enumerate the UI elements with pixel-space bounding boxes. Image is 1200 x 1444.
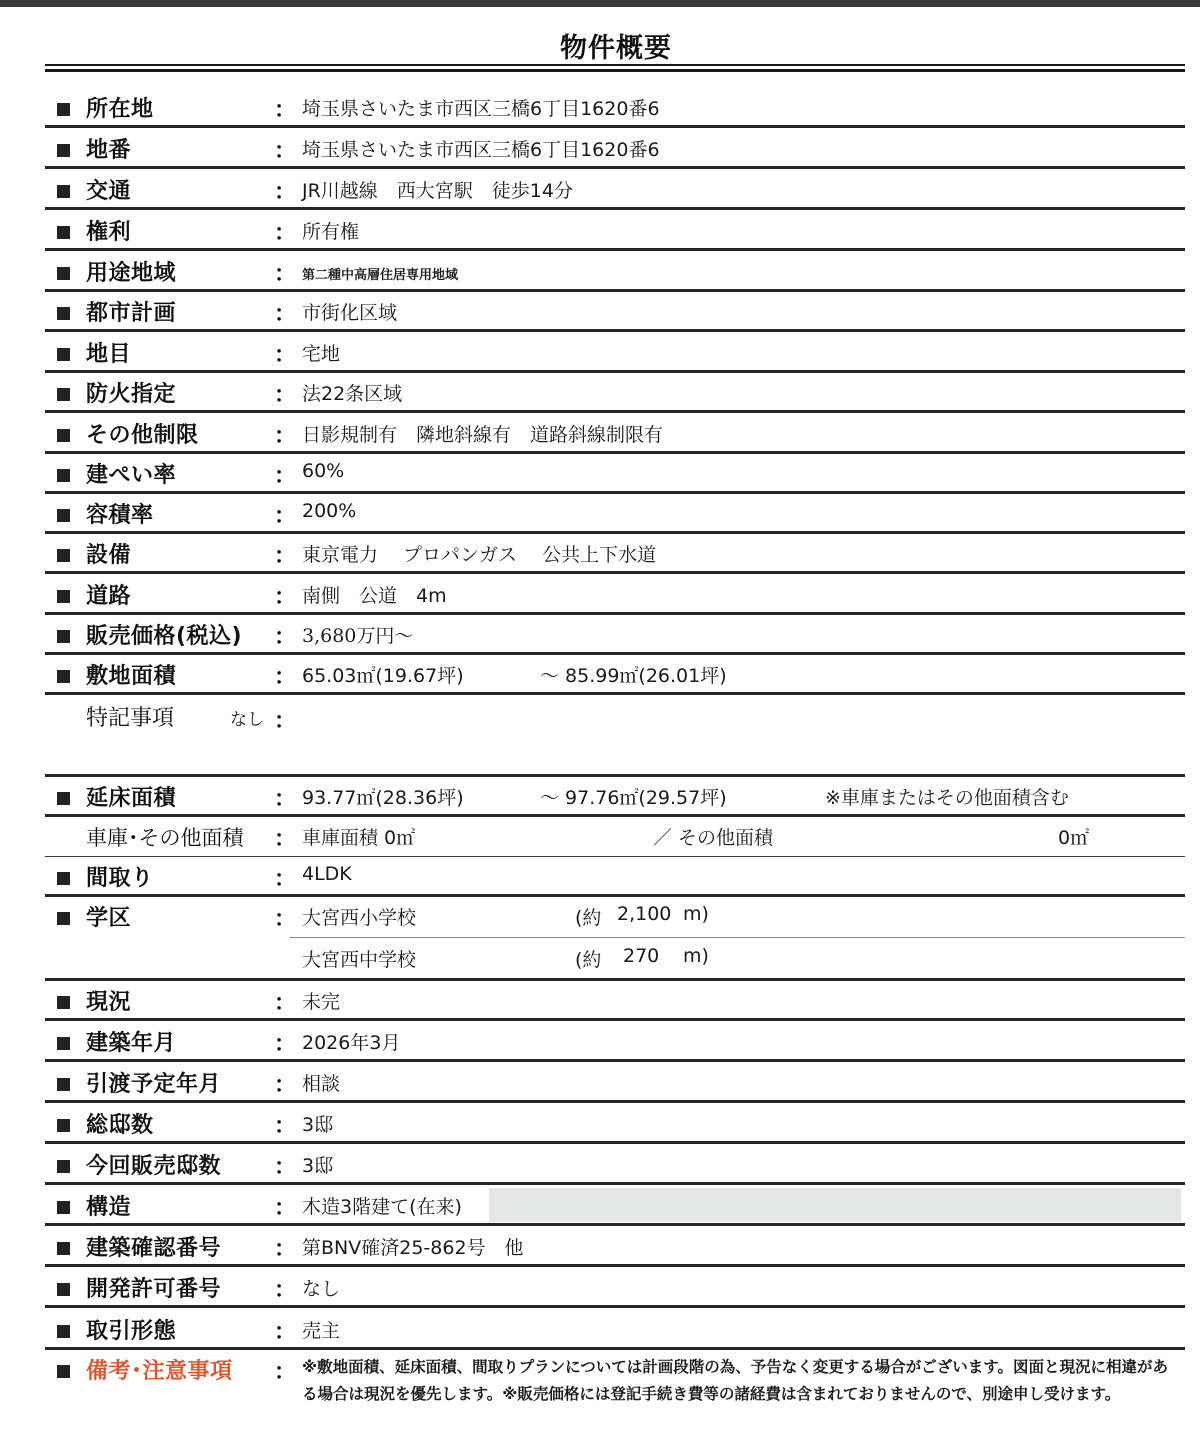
row-other-label: ／ その他面積 — [653, 827, 774, 849]
school-unit: m) — [683, 945, 709, 967]
row-site-area — [45, 655, 1185, 695]
row-value: 93.77㎡(28.36坪) — [302, 787, 464, 809]
row-label: 用途地域 — [86, 261, 177, 286]
school-name: 大宮西小学校 — [302, 907, 417, 929]
shaded-area — [489, 1188, 1181, 1222]
row-colon: ： — [274, 180, 297, 205]
row-colon: ： — [274, 1237, 297, 1262]
row-colon: ： — [274, 343, 297, 368]
row-label: 都市計画 — [86, 301, 177, 326]
square-bullet-icon — [57, 912, 70, 925]
row-value: 3邸 — [302, 1155, 334, 1177]
row-colon: ： — [274, 907, 297, 932]
row-rights — [45, 211, 1185, 251]
row-colon: ： — [274, 504, 297, 529]
row-colon: ： — [274, 1196, 297, 1221]
row-floor-area-ratio — [45, 494, 1185, 534]
row-label: 現況 — [86, 990, 132, 1015]
row-value: 未完 — [302, 991, 341, 1013]
row-colon: ： — [274, 383, 297, 408]
row-other-restrictions — [45, 414, 1185, 454]
row-label: 容積率 — [86, 503, 154, 528]
row-price — [45, 615, 1185, 655]
square-bullet-icon — [57, 872, 70, 885]
row-colon: ： — [274, 709, 297, 734]
school-prefix: (約 — [575, 907, 602, 929]
row-label: 敷地面積 — [86, 664, 177, 689]
row-value: 65.03㎡(19.67坪) — [302, 665, 464, 687]
row-colon: ： — [274, 787, 297, 812]
row-total-units — [45, 1104, 1185, 1144]
row-label: 交通 — [86, 179, 132, 204]
remarks-text: ※敷地面積、延床面積、間取りプランについては計画段階の為、予告なく変更する場合がございます。図面と現況に相違がある場合は現況を優先します。※販売価格には登記手続き費等の諸経費は含まれておりませんので、別途申し受けます。 — [302, 1358, 1169, 1403]
row-colon: ： — [274, 585, 297, 610]
row-value: JR川越線 西大宮駅 徒歩14分 — [302, 180, 573, 202]
row-label: 設備 — [86, 543, 132, 568]
square-bullet-icon — [57, 1119, 70, 1132]
row-build-date — [45, 1022, 1185, 1062]
row-value: 売主 — [302, 1320, 341, 1342]
row-value: 市街化区域 — [302, 302, 398, 324]
square-bullet-icon — [57, 1325, 70, 1338]
row-label: 販売価格(税込) — [86, 624, 243, 649]
row-label: 地番 — [86, 138, 132, 163]
square-bullet-icon — [57, 1283, 70, 1296]
row-label: 今回販売邸数 — [86, 1154, 222, 1179]
row-colon: ： — [274, 262, 297, 287]
row-label: 総邸数 — [86, 1113, 154, 1138]
row-colon: ： — [274, 302, 297, 327]
row-label: 備考･注意事項 — [86, 1359, 233, 1384]
square-bullet-icon — [57, 1160, 70, 1173]
row-label: 防火指定 — [86, 382, 177, 407]
school-unit: m) — [683, 903, 709, 925]
square-bullet-icon — [57, 1078, 70, 1091]
row-value: 第二種中高層住居専用地域 — [302, 268, 459, 283]
square-bullet-icon — [57, 469, 70, 482]
row-value: 4LDK — [302, 863, 352, 885]
row-value: なし — [302, 1278, 341, 1300]
row-value: 相談 — [302, 1073, 341, 1095]
row-value: 200% — [302, 500, 357, 522]
school-distance: 2,100 — [617, 903, 672, 925]
row-label: 引渡予定年月 — [86, 1072, 222, 1097]
row-units-for-sale — [45, 1145, 1185, 1185]
square-bullet-icon — [57, 1365, 70, 1378]
row-range: ～ 85.99㎡(26.01坪) — [540, 665, 727, 687]
row-label: 構造 — [86, 1195, 132, 1220]
school-name: 大宮西中学校 — [302, 949, 417, 971]
row-other-value: 0㎡ — [1058, 827, 1090, 849]
row-city-planning — [45, 292, 1185, 332]
row-school-district — [45, 897, 1185, 981]
row-special-notes — [45, 696, 1185, 736]
square-bullet-icon — [57, 429, 70, 442]
top-border — [0, 0, 1200, 7]
square-bullet-icon — [57, 1242, 70, 1255]
row-colon: ： — [274, 544, 297, 569]
row-colon: ： — [274, 991, 297, 1016]
row-value: 第BNV確済25-862号 他 — [302, 1237, 524, 1259]
row-zoning — [45, 252, 1185, 292]
school-separator — [290, 937, 1185, 938]
row-colon: ： — [274, 139, 297, 164]
row-building-confirmation — [45, 1227, 1185, 1267]
school-prefix: (約 — [575, 949, 602, 971]
row-value: 3邸 — [302, 1114, 334, 1136]
row-transaction-type — [45, 1310, 1185, 1350]
row-colon: ： — [274, 665, 297, 690]
row-label: その他制限 — [86, 423, 199, 448]
row-sub: なし — [230, 710, 264, 730]
row-label: 建築年月 — [86, 1031, 177, 1056]
row-colon: ： — [274, 827, 297, 852]
row-remarks — [45, 1350, 1185, 1442]
square-bullet-icon — [57, 630, 70, 643]
square-bullet-icon — [57, 590, 70, 603]
row-colon: ： — [274, 1155, 297, 1180]
square-bullet-icon — [57, 792, 70, 805]
square-bullet-icon — [57, 549, 70, 562]
row-value: 宅地 — [302, 343, 341, 365]
row-colon: ： — [274, 1114, 297, 1139]
title-rule-upper — [45, 64, 1185, 66]
square-bullet-icon — [57, 1201, 70, 1214]
row-label: 所在地 — [86, 97, 154, 122]
square-bullet-icon — [57, 144, 70, 157]
row-colon: ： — [274, 98, 297, 123]
row-label: 特記事項 — [86, 706, 175, 731]
row-label: 車庫･その他面積 — [86, 826, 244, 850]
row-value: 木造3階建て(在来) — [302, 1196, 462, 1218]
square-bullet-icon — [57, 996, 70, 1009]
page-title: 物件概要 — [560, 33, 672, 64]
row-value: 法22条区域 — [302, 383, 403, 405]
row-label: 建ぺい率 — [86, 463, 177, 488]
row-label: 建築確認番号 — [86, 1236, 222, 1261]
row-value: 60% — [302, 460, 345, 482]
row-value: 2026年3月 — [302, 1032, 401, 1054]
square-bullet-icon — [57, 670, 70, 683]
row-colon: ： — [274, 1073, 297, 1098]
square-bullet-icon — [57, 226, 70, 239]
square-bullet-icon — [57, 509, 70, 522]
row-colon: ： — [274, 1320, 297, 1345]
row-lot-number — [45, 129, 1185, 169]
row-colon: ： — [274, 221, 297, 246]
row-label: 延床面積 — [86, 786, 177, 811]
row-handover — [45, 1063, 1185, 1103]
row-label: 開発許可番号 — [86, 1277, 222, 1302]
row-structure — [45, 1186, 1185, 1226]
row-location — [45, 88, 1185, 128]
row-label: 地目 — [86, 342, 132, 367]
row-label: 学区 — [86, 906, 132, 931]
row-value: 3,680万円～ — [302, 625, 414, 647]
square-bullet-icon — [57, 1037, 70, 1050]
row-facilities — [45, 534, 1185, 574]
row-value: 南側 公道 4m — [302, 585, 447, 607]
row-value: 所有権 — [302, 221, 360, 243]
title-rule-lower — [45, 69, 1185, 72]
row-value: 埼玉県さいたま市西区三橋6丁目1620番6 — [302, 139, 660, 161]
row-land-category — [45, 333, 1185, 373]
row-value: 日影規制有 隣地斜線有 道路斜線制限有 — [302, 424, 664, 446]
row-garage — [45, 817, 1185, 857]
row-colon: ： — [274, 1032, 297, 1057]
row-transport — [45, 170, 1185, 210]
row-value: 東京電力 プロパンガス 公共上下水道 — [302, 544, 657, 566]
row-value: 車庫面積 0㎡ — [302, 827, 416, 849]
square-bullet-icon — [57, 348, 70, 361]
row-colon: ： — [274, 424, 297, 449]
row-colon: ： — [274, 625, 297, 650]
square-bullet-icon — [57, 388, 70, 401]
row-label: 間取り — [86, 866, 154, 891]
row-development-permit — [45, 1268, 1185, 1308]
row-layout — [45, 857, 1185, 897]
square-bullet-icon — [57, 185, 70, 198]
square-bullet-icon — [57, 307, 70, 320]
row-range: ～ 97.76㎡(29.57坪) — [540, 787, 727, 809]
row-current-status — [45, 981, 1185, 1021]
row-note: ※車庫またはその他面積含む — [825, 787, 1069, 809]
row-colon: ： — [274, 1360, 297, 1385]
row-total-floor-area — [45, 777, 1185, 817]
row-fire-designation — [45, 373, 1185, 413]
row-value: 埼玉県さいたま市西区三橋6丁目1620番6 — [302, 98, 660, 120]
row-label: 取引形態 — [86, 1319, 177, 1344]
square-bullet-icon — [57, 267, 70, 280]
row-colon: ： — [274, 867, 297, 892]
row-colon: ： — [274, 1278, 297, 1303]
row-road — [45, 575, 1185, 615]
row-label: 道路 — [86, 584, 132, 609]
row-label: 権利 — [86, 220, 132, 245]
row-coverage-ratio — [45, 454, 1185, 494]
school-distance: 270 — [623, 945, 660, 967]
square-bullet-icon — [57, 103, 70, 116]
row-colon: ： — [274, 464, 297, 489]
